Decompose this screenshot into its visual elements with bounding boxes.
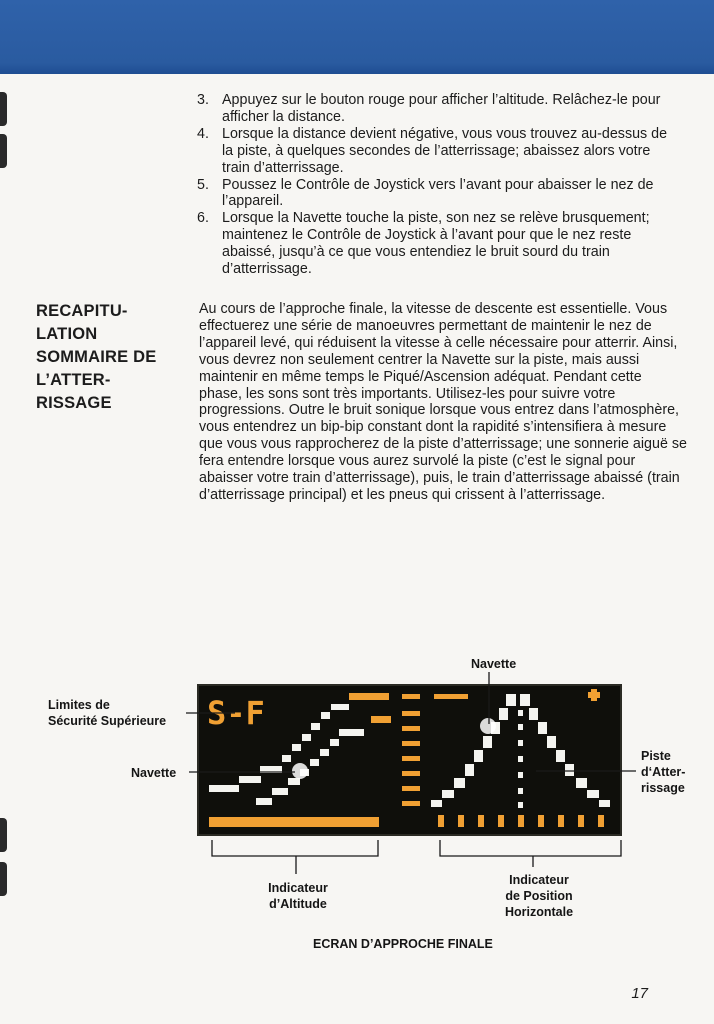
heading-line: LATION [36, 325, 98, 343]
horizontal-bracket [440, 840, 621, 856]
step-text: Lorsque la distance devient négative, vous vous trouvez au-dessus de la piste, à quelques secondes de l’atterrissage; abaissez alors votre train d’atterrissage. [222, 125, 668, 176]
step-number: 3. [197, 92, 209, 108]
label-altitude-indicator [262, 880, 334, 912]
label-limites [48, 697, 166, 729]
altitude-bracket [212, 840, 378, 856]
heading-line: L’ATTER- [36, 371, 111, 389]
label-line: Sécurité Supérieure [48, 714, 167, 728]
label-navette-top: Navette [471, 657, 517, 671]
step-number: 5. [197, 176, 209, 193]
step-text: Lorsque la Navette touche la piste, son nez se relève brusquement; maintenez le Contrôle de Joystick à l’avant pour que le nez reste abaissé, jusqu’à ce que vous entendiez le bruit sourd du train d’atterrissage. [222, 210, 650, 278]
figure-caption: ECRAN D’APPROCHE FINALE [313, 937, 493, 951]
page-number: 17 [631, 985, 648, 1002]
label-piste [641, 748, 685, 796]
heading-line: SOMMAIRE DE [36, 348, 157, 366]
label-horizontal-indicator [494, 872, 584, 920]
label-line: d’Altitude [269, 897, 327, 911]
label-navette-left: Navette [131, 766, 177, 780]
label-line: Limites de [48, 698, 110, 712]
heading-line: RECAPITU- [36, 302, 128, 320]
label-line: d‘Atter- [641, 765, 686, 779]
heading-line: RISSAGE [36, 394, 112, 412]
label-line: Horizontale [504, 905, 574, 919]
label-line: de Position [505, 889, 573, 903]
label-line: Piste [641, 749, 671, 763]
step-number: 4. [197, 125, 209, 142]
step-text: Poussez le Contrôle de Joystick vers l’avant pour abaisser le nez de l’appareil. [222, 176, 654, 210]
label-line: Indicateur [268, 881, 328, 895]
label-line: Indicateur [509, 873, 569, 887]
step-number: 6. [197, 210, 209, 227]
label-line: rissage [641, 781, 685, 795]
step-text: Appuyez sur le bouton rouge pour afficher l’altitude. Relâchez-le pour afficher la distance. [222, 92, 661, 125]
section-paragraph: Au cours de l’approche finale, la vitesse de descente est essentielle. Vous effectuerez une série de manoeuvres permettant de maintenir le nez de l’appareil levé, qui réduisent la vitesse à celle nécessaire pour atterrir. Ainsi, vous devrez non seulement centrer la Navette sur la piste, mais aussi maintenir en même temps le Piqué/Ascension adéquat. Pendant cette phase, les sons sont très importants. Utilisez-les pour suivre votre progressions. Outre le bruit sonique lorsque vous entrez dans l’atmosphère, vous entendrez un bip-bip constant dont la rapidité s’intensifiera à mesure que vous vous rapprocherez de la piste d’atterrissage; une sonnerie aiguë se fera entendre lorsque vous aurez survolé la piste (c’est le signal pour abaisser votre train d’atterrissage), puis, le train d’atterrissage abaissé (train d’atterrissage principal) et les pneus qui crissent à l’atterrissage. [199, 301, 687, 503]
screen-sf-text: S-F [207, 694, 265, 732]
